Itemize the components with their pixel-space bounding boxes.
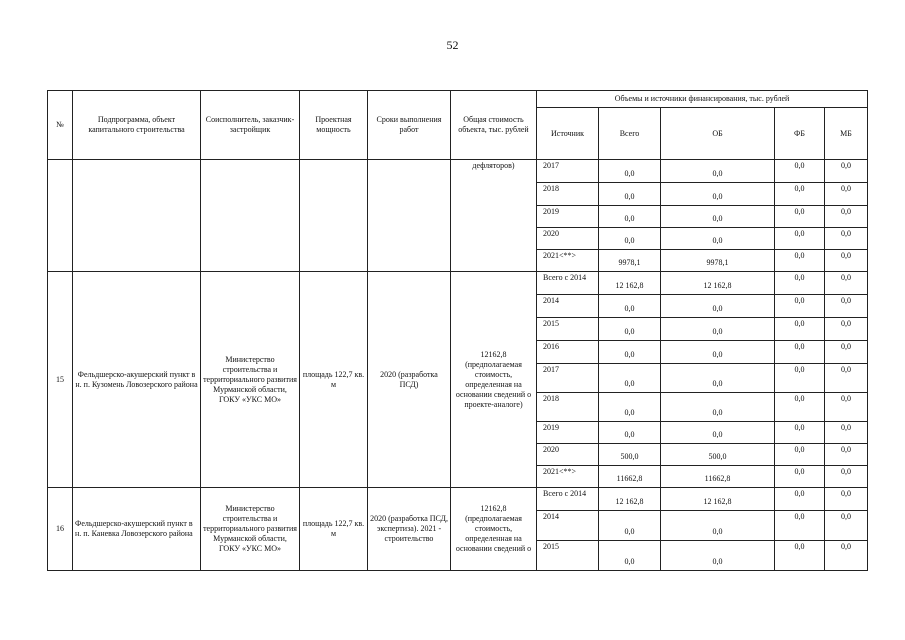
fb-cell: 0,0 [775, 466, 825, 488]
fb-cell: 0,0 [775, 206, 825, 228]
year-cell: 2019 [537, 206, 599, 228]
year-cell: 2014 [537, 295, 599, 318]
year-cell: 2020 [537, 228, 599, 250]
header-mb: МБ [825, 108, 868, 160]
year-cell: 2018 [537, 183, 599, 206]
object-terms: 2020 (разработка ПСД, экспертиза). 2021 - строительство [368, 488, 451, 571]
total-cell: 9978,1 [599, 250, 661, 272]
ob-cell: 0,0 [661, 341, 775, 364]
total-cell: 0,0 [599, 318, 661, 341]
total-cell: 0,0 [599, 341, 661, 364]
cost-tail: дефляторов) [451, 160, 537, 272]
empty-cell [48, 160, 73, 272]
mb-cell: 0,0 [825, 488, 868, 511]
year-cell: 2015 [537, 541, 599, 571]
total-cell: 0,0 [599, 541, 661, 571]
mb-cell: 0,0 [825, 206, 868, 228]
total-cell: 12 162,8 [599, 272, 661, 295]
fb-cell: 0,0 [775, 422, 825, 444]
fb-cell: 0,0 [775, 160, 825, 183]
total-cell: 0,0 [599, 422, 661, 444]
fb-cell: 0,0 [775, 541, 825, 571]
header-total: Всего [599, 108, 661, 160]
mb-cell: 0,0 [825, 160, 868, 183]
fb-cell: 0,0 [775, 364, 825, 393]
year-cell: 2020 [537, 444, 599, 466]
ob-cell: 500,0 [661, 444, 775, 466]
total-cell: 0,0 [599, 393, 661, 422]
page-number: 52 [446, 38, 459, 52]
object-executor: Министерство строительства и территориального развития Мурманской области, ГОКУ «УКС МО» [201, 488, 300, 571]
mb-cell: 0,0 [825, 341, 868, 364]
ob-cell: 0,0 [661, 541, 775, 571]
header-terms: Сроки выполнения работ [368, 91, 451, 160]
empty-cell [201, 160, 300, 272]
fb-cell: 0,0 [775, 341, 825, 364]
total-cell: 0,0 [599, 183, 661, 206]
total-cell: 0,0 [599, 160, 661, 183]
year-cell: 2016 [537, 341, 599, 364]
mb-cell: 0,0 [825, 228, 868, 250]
mb-cell: 0,0 [825, 541, 868, 571]
table-row [48, 160, 868, 183]
mb-cell: 0,0 [825, 318, 868, 341]
year-cell: 2019 [537, 422, 599, 444]
year-cell: 2017 [537, 364, 599, 393]
fb-cell: 0,0 [775, 183, 825, 206]
fb-cell: 0,0 [775, 272, 825, 295]
ob-cell: 0,0 [661, 228, 775, 250]
ob-cell: 0,0 [661, 295, 775, 318]
year-cell: 2021<**> [537, 250, 599, 272]
header-total-cost: Общая стоимость объекта, тыс. рублей [451, 91, 537, 160]
ob-cell: 0,0 [661, 206, 775, 228]
ob-cell: 11662,8 [661, 466, 775, 488]
header-executor: Соисполнитель, заказчик-застройщик [201, 91, 300, 160]
total-cell: 12 162,8 [599, 488, 661, 511]
mb-cell: 0,0 [825, 272, 868, 295]
total-cell: 0,0 [599, 295, 661, 318]
total-cell: 0,0 [599, 206, 661, 228]
empty-cell [300, 160, 368, 272]
object-name: Фельдшерско-акушерский пункт в н. п. Кузомень Ловозерского района [73, 272, 201, 488]
total-cell: 500,0 [599, 444, 661, 466]
year-cell: Всего с 2014 [537, 272, 599, 295]
header-funding-group: Объемы и источники финансирования, тыс. рублей [537, 91, 868, 108]
fb-cell: 0,0 [775, 444, 825, 466]
object-capacity: площадь 122,7 кв. м [300, 272, 368, 488]
table-row [48, 488, 868, 511]
object-cost: 12162,8 (предполагаемая стоимость, определенная на основании сведений о проекте-аналоге) [451, 272, 537, 488]
object-number: 15 [48, 272, 73, 488]
header-program: Подпрограмма, объект капитального строительства [73, 91, 201, 160]
header-no: № [48, 91, 73, 160]
object-executor: Министерство строительства и территориального развития Мурманской области, ГОКУ «УКС МО» [201, 272, 300, 488]
ob-cell: 0,0 [661, 183, 775, 206]
year-cell: 2018 [537, 393, 599, 422]
mb-cell: 0,0 [825, 183, 868, 206]
year-cell: 2014 [537, 511, 599, 541]
mb-cell: 0,0 [825, 393, 868, 422]
fb-cell: 0,0 [775, 250, 825, 272]
fb-cell: 0,0 [775, 511, 825, 541]
ob-cell: 0,0 [661, 160, 775, 183]
fb-cell: 0,0 [775, 488, 825, 511]
object-number: 16 [48, 488, 73, 571]
mb-cell: 0,0 [825, 444, 868, 466]
object-capacity: площадь 122,7 кв. м [300, 488, 368, 571]
ob-cell: 12 162,8 [661, 488, 775, 511]
year-cell: 2017 [537, 160, 599, 183]
mb-cell: 0,0 [825, 422, 868, 444]
total-cell: 0,0 [599, 364, 661, 393]
ob-cell: 9978,1 [661, 250, 775, 272]
header-fb: ФБ [775, 108, 825, 160]
header-ob: ОБ [661, 108, 775, 160]
object-cost: 12162,8 (предполагаемая стоимость, определенная на основании сведений о [451, 488, 537, 571]
object-terms: 2020 (разработка ПСД) [368, 272, 451, 488]
ob-cell: 0,0 [661, 318, 775, 341]
ob-cell: 12 162,8 [661, 272, 775, 295]
table-row [48, 272, 868, 295]
fb-cell: 0,0 [775, 228, 825, 250]
empty-cell [73, 160, 201, 272]
mb-cell: 0,0 [825, 511, 868, 541]
total-cell: 0,0 [599, 228, 661, 250]
ob-cell: 0,0 [661, 511, 775, 541]
fb-cell: 0,0 [775, 295, 825, 318]
ob-cell: 0,0 [661, 422, 775, 444]
total-cell: 0,0 [599, 511, 661, 541]
empty-cell [368, 160, 451, 272]
mb-cell: 0,0 [825, 364, 868, 393]
total-cell: 11662,8 [599, 466, 661, 488]
object-name: Фельдшерско-акушерский пункт в н. п. Каневка Ловозерского района [73, 488, 201, 571]
mb-cell: 0,0 [825, 466, 868, 488]
ob-cell: 0,0 [661, 393, 775, 422]
header-source: Источник [537, 108, 599, 160]
year-cell: Всего с 2014 [537, 488, 599, 511]
fb-cell: 0,0 [775, 318, 825, 341]
header-capacity: Проектная мощность [300, 91, 368, 160]
year-cell: 2015 [537, 318, 599, 341]
mb-cell: 0,0 [825, 250, 868, 272]
mb-cell: 0,0 [825, 295, 868, 318]
capital-construction-table [47, 90, 868, 571]
year-cell: 2021<**> [537, 466, 599, 488]
fb-cell: 0,0 [775, 393, 825, 422]
ob-cell: 0,0 [661, 364, 775, 393]
